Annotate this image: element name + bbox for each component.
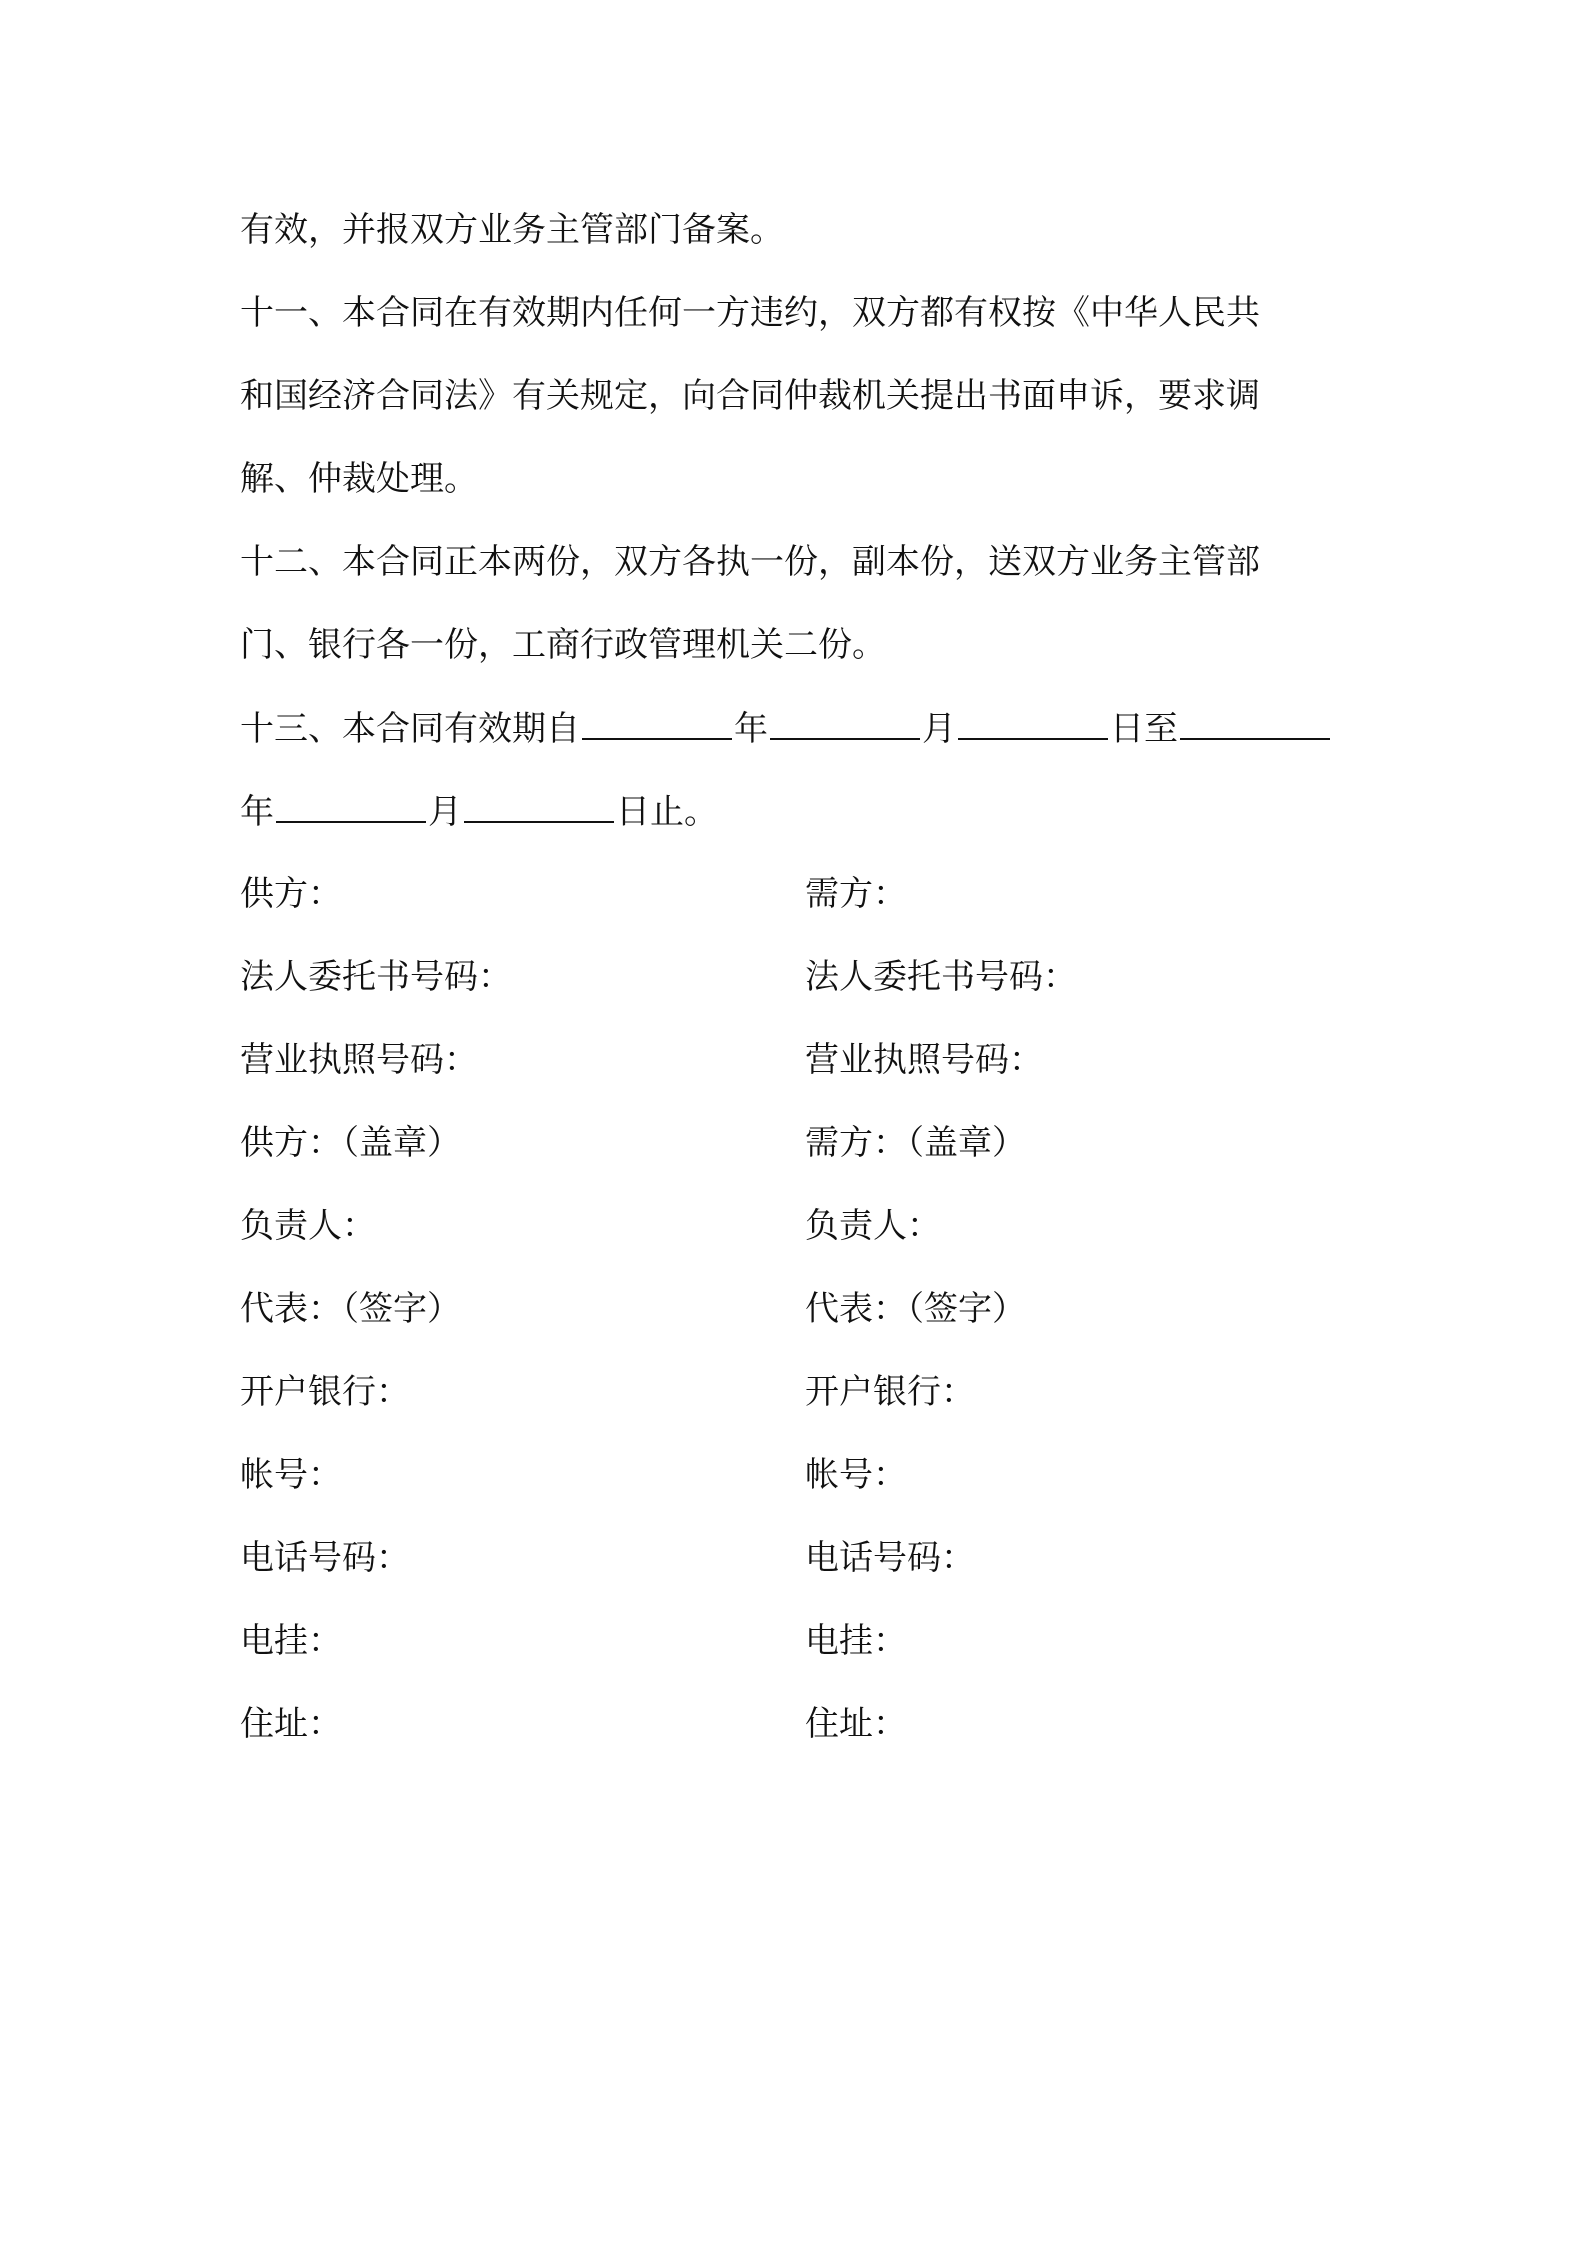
signature-row — [240, 957, 1360, 1001]
signature-row — [240, 1621, 1360, 1665]
signature-row — [240, 1372, 1360, 1416]
term-year2-label: 年 — [240, 792, 274, 832]
signature-row — [240, 1538, 1360, 1582]
paragraph-line: 十二、本合同正本两份，双方各执一份，副本份，送双方业务主管部 — [240, 542, 1260, 582]
supplier-representative-label: 代表：（签字） — [240, 1289, 461, 1329]
supplier-license-number-label: 营业执照号码： — [240, 1040, 478, 1080]
signature-row — [240, 1455, 1360, 1499]
term-prefix: 十三、本合同有效期自 — [240, 709, 580, 749]
buyer-proxy-number-label: 法人委托书号码： — [805, 957, 1077, 997]
paragraph-line: 和国经济合同法》有关规定，向合同仲裁机关提出书面申诉，要求调 — [240, 376, 1260, 416]
supplier-proxy-number-label: 法人委托书号码： — [240, 957, 512, 997]
supplier-label: 供方： — [240, 874, 342, 914]
paragraph-line: 十一、本合同在有效期内任何一方违约，双方都有权按《中华人民共 — [240, 293, 1260, 333]
signature-row — [240, 1289, 1360, 1333]
signature-row — [240, 1040, 1360, 1084]
paragraph-line: 门、银行各一份，工商行政管理机关二份。 — [240, 625, 886, 665]
buyer-seal-label: 需方：（盖章） — [805, 1123, 1026, 1163]
term-end-label: 日止。 — [616, 792, 718, 832]
blank-month-end[interactable] — [276, 791, 426, 823]
blank-year-start[interactable] — [582, 708, 732, 740]
signature-row — [240, 874, 1360, 918]
paragraph-line: 解、仲裁处理。 — [240, 459, 478, 499]
buyer-address-label: 住址： — [805, 1704, 907, 1744]
supplier-bank-label: 开户银行： — [240, 1372, 410, 1412]
buyer-phone-label: 电话号码： — [805, 1538, 975, 1578]
blank-year-end[interactable] — [1180, 708, 1330, 740]
supplier-account-label: 帐号： — [240, 1455, 342, 1495]
signature-row — [240, 1206, 1360, 1250]
buyer-bank-label: 开户银行： — [805, 1372, 975, 1412]
blank-day-start[interactable] — [958, 708, 1108, 740]
term-line-1 — [240, 708, 1360, 749]
supplier-address-label: 住址： — [240, 1704, 342, 1744]
buyer-license-number-label: 营业执照号码： — [805, 1040, 1043, 1080]
signature-row — [240, 1123, 1360, 1167]
blank-month-start[interactable] — [770, 708, 920, 740]
buyer-account-label: 帐号： — [805, 1455, 907, 1495]
supplier-phone-label: 电话号码： — [240, 1538, 410, 1578]
buyer-representative-label: 代表：（签字） — [805, 1289, 1026, 1329]
term-day-to-label: 日至 — [1110, 709, 1178, 749]
signature-row — [240, 1704, 1360, 1748]
supplier-telegraph-label: 电挂： — [240, 1621, 342, 1661]
term-year-label: 年 — [734, 709, 768, 749]
buyer-telegraph-label: 电挂： — [805, 1621, 907, 1661]
buyer-responsible-label: 负责人： — [805, 1206, 941, 1246]
supplier-responsible-label: 负责人： — [240, 1206, 376, 1246]
term-line-2 — [240, 791, 1360, 832]
term-month2-label: 月 — [428, 792, 462, 832]
blank-day-end[interactable] — [464, 791, 614, 823]
term-month-label: 月 — [922, 709, 956, 749]
paragraph-line: 有效，并报双方业务主管部门备案。 — [240, 210, 784, 250]
supplier-seal-label: 供方：（盖章） — [240, 1123, 461, 1163]
buyer-label: 需方： — [805, 874, 907, 914]
